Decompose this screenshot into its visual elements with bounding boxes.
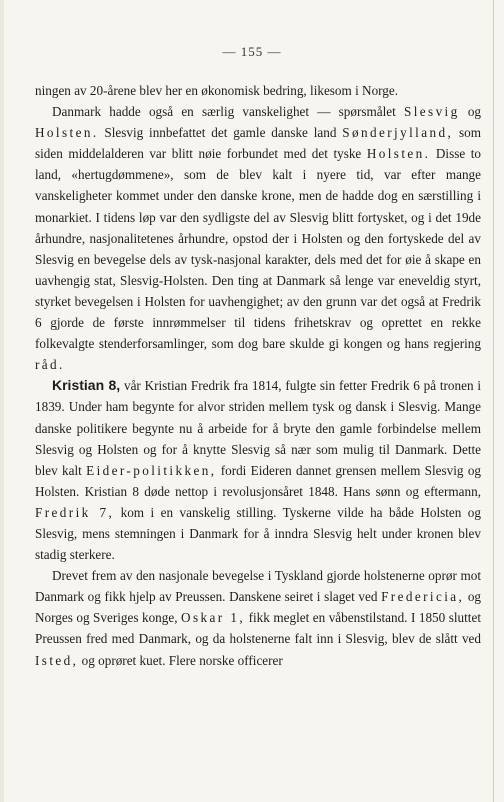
spaced-term-sonderjylland: Sønderjylland,: [342, 125, 454, 141]
spaced-term-holsten-2: Holsten.: [366, 146, 431, 162]
p2-text-b: og: [459, 104, 482, 120]
spaced-term-oskar-1: Oskar 1,: [181, 610, 246, 626]
paragraph-3: [35, 375, 481, 565]
spaced-term-fredericia: Fredericia,: [381, 589, 465, 605]
p4-text-a: Drevet frem av den nasjonale bevegelse i Tyskland gjorde holstenerne oprør mot Danmark og fikk hjelp av Preussen. Danskene seiret i slaget ved: [35, 568, 481, 605]
p2-text-e: Disse to land, «hertugdømmene», som de blev kalt i nyere tid, var efter mange vanskeligheter kommet under den danske krone, men de hadde dog en særstilling i monarkiet. I tidens løp var den sydligste del av Slesvig blitt fortysket, og i det 19de århundre, nasjonalitetenes århundre, opstod der i Holsten og den fortyskede del av Slesvig en bevegelse dels av tysk-nasjonal karakter, dels med det for øie å skape en uavhengig stat, Slesvig-Holsten. Den ting at Danmark så lenge var eneveldig styrt, styrket bevegelsen i Holsten for uavhengighet; av den grunn var det også at Fredrik 6 gjorde de første innrømmelser til tidens frihetskrav og oprettet en rekke folkevalgte stenderforsamlinger, som dog bare skulde gi kongen og hans regjering: [35, 146, 481, 352]
paragraph-1-text: ningen av 20-årene blev her en økonomisk bedring, likesom i Norge.: [35, 83, 399, 98]
p3-text-a: vår Kristian Fredrik fra 1814, fulgte sin fetter Fredrik 6 på tronen i 1839. Under ham begynte for alvor striden mellem tysk og dansk i Slesvig. Mange danske politikere begynte nu å arbeide for å bryte den gamle forbindelse mellem Slesvig og Holsten og for å knytte Slesvig så nær som mulig til Danmark. Dette blev kalt: [35, 378, 481, 478]
page-edge: [0, 0, 4, 802]
spaced-term-rad: råd.: [35, 357, 65, 373]
p4-text-d: og oprøret kuet. Flere norske officerer: [78, 652, 283, 668]
p4-text-b: og Norges og Sveriges konge,: [35, 589, 482, 626]
page-number: — 155 —: [222, 44, 282, 59]
p3-text-b: fordi Eideren dannet grensen mellem Slesvig og Holsten. Kristian 8 døde nettop i revolusjonsåret 1848. Hans sønn og eftermann,: [35, 462, 482, 499]
paragraph-2: [35, 101, 481, 375]
p3-text-c: kom i en vanskelig stilling. Tyskerne vilde ha både Holsten og Slesvig, mens stemningen i Danmark for å inndra Slesvig helt under kronen blev stadig sterkere.: [35, 504, 481, 563]
section-heading-kristian-8: Kristian 8,: [52, 377, 121, 394]
spaced-term-slesvig: Slesvig: [403, 104, 460, 120]
p2-text-d: som siden middelalderen var blitt nøie forbundet med det tyske: [35, 125, 481, 162]
p2-text-c: Slesvig innbefattet det gamle danske land: [98, 125, 343, 141]
spaced-term-fredrik-7: Fredrik 7,: [35, 504, 115, 520]
paragraph-4: [35, 565, 481, 670]
p2-text-a: Danmark hadde også en særlig vanskelighet — spørsmålet: [52, 104, 404, 120]
scan-edge-line: [493, 0, 494, 802]
spaced-term-isted: Isted,: [35, 652, 79, 668]
p4-text-c: fikk meglet en våbenstilstand. I 1850 sluttet Preussen fred med Danmark, og da holstenerne falt inn i Slesvig, blev de slått ved: [35, 610, 481, 647]
body-text: [35, 80, 481, 671]
spaced-term-holsten: Holsten.: [35, 125, 99, 141]
spaced-term-eider-politikken: Eider-politikken,: [86, 462, 217, 478]
paragraph-1: [35, 80, 481, 101]
